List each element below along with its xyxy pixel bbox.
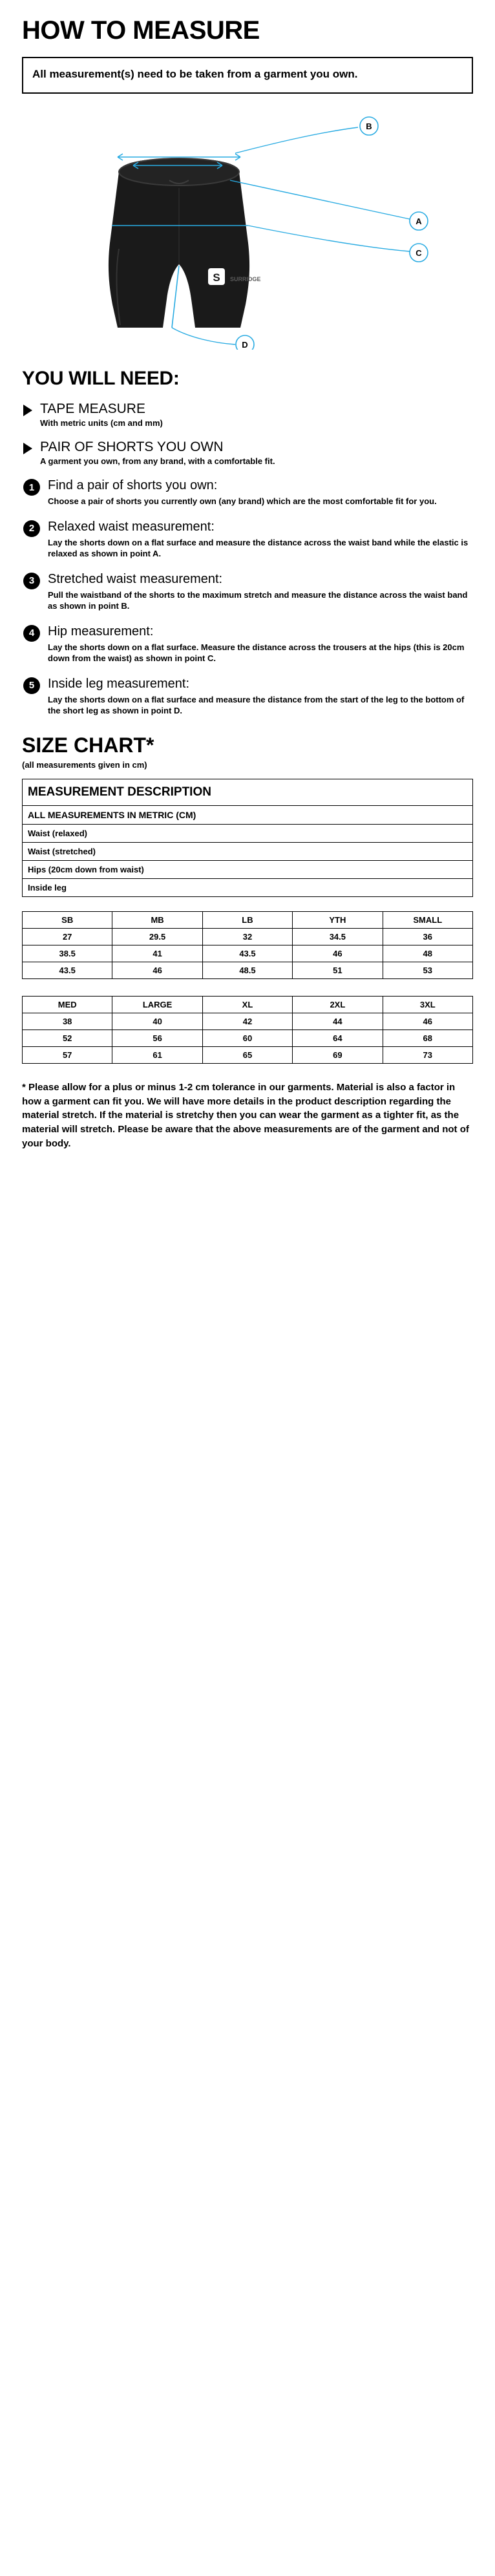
- table-row: [23, 824, 473, 842]
- size-column-header: LB: [202, 911, 292, 928]
- label-d: D: [242, 339, 248, 350]
- step-heading: Find a pair of shorts you own:: [48, 478, 218, 492]
- label-c: C: [416, 248, 422, 258]
- description-row: Inside leg: [23, 878, 473, 896]
- step-number: 2: [23, 520, 40, 537]
- table-row: [23, 779, 473, 805]
- size-column-header: YTH: [293, 911, 383, 928]
- step-number: 5: [23, 677, 40, 694]
- table-row: [23, 1046, 473, 1063]
- table-row: [23, 860, 473, 878]
- size-cell: 36: [383, 928, 472, 945]
- size-cell: 64: [293, 1029, 383, 1046]
- size-cell: 38: [23, 1013, 112, 1029]
- table-row: [23, 1013, 473, 1029]
- size-cell: 65: [202, 1046, 292, 1063]
- table-row: [23, 805, 473, 824]
- label-b: B: [366, 121, 372, 131]
- size-column-header: LARGE: [112, 996, 202, 1013]
- size-column-header: MB: [112, 911, 202, 928]
- step-1: [22, 478, 473, 507]
- page-title: HOW TO MEASURE: [22, 16, 260, 45]
- notice-text: All measurement(s) need to be taken from a garment you own.: [32, 68, 358, 80]
- size-cell: 40: [112, 1013, 202, 1029]
- table-row: [23, 878, 473, 896]
- size-cell: 43.5: [23, 962, 112, 978]
- step-text: Lay the shorts down on a flat surface. Measure the distance across the trousers at the hips (this is 20cm down from the waist) as shown in point C.: [48, 642, 465, 664]
- step-2: [22, 519, 473, 560]
- step-text: Pull the waistband of the shorts to the maximum stretch and measure the distance across the waist band as shown in point B.: [48, 589, 468, 611]
- size-cell: 68: [383, 1029, 472, 1046]
- step-number: 1: [23, 479, 40, 496]
- description-table-header: MEASUREMENT DESCRIPTION: [23, 779, 473, 805]
- need-item-label: TAPE MEASURE: [40, 401, 145, 416]
- table-row: [23, 842, 473, 860]
- table-row: [23, 1029, 473, 1046]
- size-column-header: MED: [23, 996, 112, 1013]
- notice-box: [22, 57, 473, 94]
- label-a: A: [416, 216, 422, 226]
- step-heading: Inside leg measurement:: [48, 676, 190, 691]
- size-column-header: SMALL: [383, 911, 472, 928]
- size-cell: 38.5: [23, 945, 112, 962]
- size-cell: 61: [112, 1046, 202, 1063]
- need-item-shorts: [22, 439, 473, 467]
- size-cell: 42: [202, 1013, 292, 1029]
- footnote-text: * Please allow for a plus or minus 1-2 cm tolerance in our garments. Material is also a factor in how a garment can fit you. We will have more details in the product description regarding the material stretch. If the material is stretchy then you can wear the garment as a tighter fit, as the material will stretch. Please be aware that the above measurements are of the garment and not of your body.: [22, 1081, 469, 1149]
- size-table-adult: [22, 996, 473, 1064]
- size-cell: 60: [202, 1029, 292, 1046]
- table-row: [23, 962, 473, 978]
- step-text: Lay the shorts down on a flat surface and measure the distance from the start of the leg to the bottom of the short leg as shown in point D.: [48, 694, 465, 716]
- size-cell: 27: [23, 928, 112, 945]
- table-row: [23, 911, 473, 928]
- step-text: Lay the shorts down on a flat surface and measure the distance across the waist band while the elastic is relaxed as shown in point A.: [48, 537, 469, 559]
- step-heading: Hip measurement:: [48, 624, 154, 639]
- size-table-junior: [22, 911, 473, 979]
- need-item-tape-measure: [22, 401, 473, 429]
- need-item-label: PAIR OF SHORTS YOU OWN: [40, 439, 224, 454]
- size-cell: 32: [202, 928, 292, 945]
- size-chart-units-note: (all measurements given in cm): [22, 759, 147, 770]
- size-cell: 46: [383, 1013, 472, 1029]
- triangle-bullet-icon: [23, 443, 32, 454]
- size-cell: 48: [383, 945, 472, 962]
- size-cell: 48.5: [202, 962, 292, 978]
- shorts-measurement-diagram: [22, 111, 473, 350]
- table-row: [23, 928, 473, 945]
- description-table-subheader: ALL MEASUREMENTS IN METRIC (CM): [23, 805, 473, 824]
- size-cell: 73: [383, 1046, 472, 1063]
- size-cell: 29.5: [112, 928, 202, 945]
- size-cell: 46: [112, 962, 202, 978]
- size-cell: 44: [293, 1013, 383, 1029]
- triangle-bullet-icon: [23, 405, 32, 416]
- size-cell: 56: [112, 1029, 202, 1046]
- need-item-sub: With metric units (cm and mm): [40, 418, 163, 428]
- size-column-header: 3XL: [383, 996, 472, 1013]
- size-cell: 69: [293, 1046, 383, 1063]
- size-cell: 53: [383, 962, 472, 978]
- step-number: 4: [23, 625, 40, 642]
- size-cell: 43.5: [202, 945, 292, 962]
- size-column-header: SB: [23, 911, 112, 928]
- step-text: Choose a pair of shorts you currently own (any brand) which are the most comfortable fit for you.: [48, 496, 437, 506]
- step-5: [22, 676, 473, 717]
- svg-text:SURRIDGE: SURRIDGE: [230, 275, 261, 282]
- callout-b: [118, 117, 378, 160]
- description-row: Hips (20cm down from waist): [23, 860, 473, 878]
- size-column-header: XL: [202, 996, 292, 1013]
- step-4: [22, 624, 473, 664]
- size-column-header: 2XL: [293, 996, 383, 1013]
- step-number: 3: [23, 573, 40, 589]
- description-row: Waist (stretched): [23, 842, 473, 860]
- size-cell: 52: [23, 1029, 112, 1046]
- size-cell: 34.5: [293, 928, 383, 945]
- shorts-illustration: [109, 158, 249, 328]
- you-will-need-heading: YOU WILL NEED:: [22, 367, 180, 389]
- size-cell: 51: [293, 962, 383, 978]
- table-row: [23, 945, 473, 962]
- step-heading: Stretched waist measurement:: [48, 571, 223, 586]
- svg-text:S: S: [213, 271, 220, 284]
- size-cell: 46: [293, 945, 383, 962]
- description-row: Waist (relaxed): [23, 824, 473, 842]
- table-row: [23, 996, 473, 1013]
- step-3: [22, 571, 473, 612]
- need-item-sub: A garment you own, from any brand, with a comfortable fit.: [40, 456, 275, 467]
- step-heading: Relaxed waist measurement:: [48, 519, 215, 534]
- measurement-description-table: [22, 779, 473, 897]
- size-cell: 41: [112, 945, 202, 962]
- size-chart-title: SIZE CHART*: [22, 733, 154, 757]
- size-cell: 57: [23, 1046, 112, 1063]
